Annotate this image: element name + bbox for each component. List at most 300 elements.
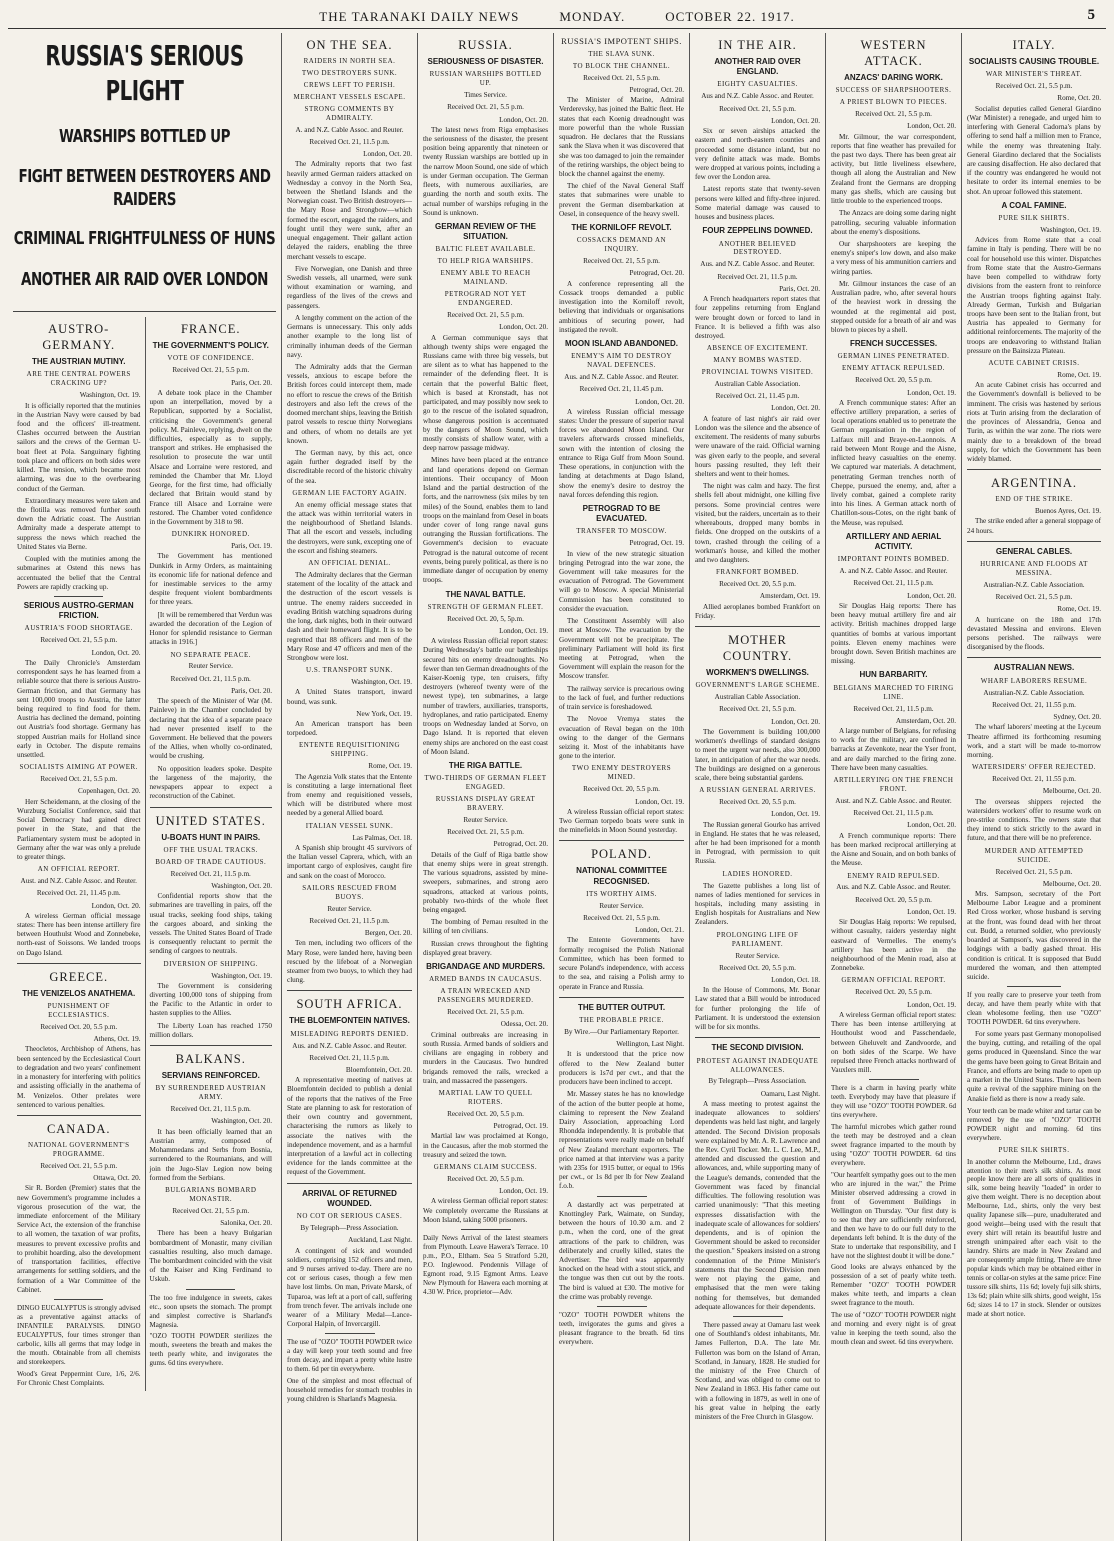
received-line: Received Oct. 21, 5.5 p.m.: [40, 775, 118, 784]
subheading: SERVIANS REINFORCED.: [161, 1071, 260, 1081]
dateline: Oamaru, Last Night.: [760, 1089, 820, 1098]
subheading: GERMANS CLAIM SUCCESS.: [433, 1162, 538, 1171]
subheading: ANZACS' DARING WORK.: [844, 73, 943, 82]
subheading: SOCIALISTS AIMING AT POWER.: [19, 763, 138, 772]
paragraph: The Novoe Vremya states the evacuation of Reval began on the 10th owing to the danger of the Germans seizing it. Most of the inhabitants have gone to the interior.: [559, 715, 684, 761]
credit-line: By Telegraph—Press Association.: [300, 1224, 399, 1233]
section-title: POLAND.: [591, 847, 652, 862]
subheading: STRONG COMMENTS BY ADMIRALTY.: [304, 104, 395, 122]
credit-line: Australian-N.Z. Cable Association.: [983, 688, 1085, 697]
received-line: Received Oct. 21, 5.5 p.m.: [447, 828, 524, 837]
paragraph: The Agenzia Volk states that the Entente is constituting a large international fleet from enemy and requisitioned vessels, which will be distributed where most needed by a general Allied board.: [287, 772, 412, 818]
received-line: Received Oct. 21, 11.55 p.m.: [992, 775, 1076, 784]
advertisement: "OZO" TOOTH POWDER whitens the teeth, invigorates the gums and gives a pleasant fragrance to the breath. 6d tins everywhere.: [559, 1311, 684, 1346]
subheading: BALTIC FLEET AVAILABLE.: [435, 245, 536, 254]
subheading: FOUR ZEPPELINS DOWNED.: [702, 226, 813, 236]
subheading: AN OFFICIAL DENIAL.: [308, 559, 391, 568]
section-title: WESTERN ATTACK.: [860, 38, 927, 68]
paragraph: The strike ended after a general stoppage of 24 hours.: [967, 517, 1101, 535]
paragraph: The Admiralty adds that the German vessels, anxious to escape before the British forces could intercept them, made no effort to rescue the crews of the British destroyers and also left the crews of the doomed merchant ships, leaving the British patrol vessels to rescue thirty Norwegians and others, of whom no details are yet known.: [287, 362, 412, 445]
received-line: Received Oct. 21, 5.5 p.m.: [719, 705, 796, 714]
section-title: ARRIVAL OF RETURNED WOUNDED.: [302, 1188, 397, 1208]
subheading: FRENCH SUCCESSES.: [849, 339, 938, 349]
headline-destroyers: FIGHT BETWEEN DESTROYERS AND RAIDERS: [18, 164, 271, 210]
credit-line: Aus and N.Z. Cable Assoc. and Reuter.: [701, 92, 814, 101]
subheading: SERIOUS AUSTRO-GERMAN FRICTION.: [23, 600, 134, 621]
masthead-date: OCTOBER 22. 1917.: [665, 9, 795, 24]
dateline: London, Oct. 21.: [635, 926, 684, 935]
subheading: ABSENCE OF EXCITEMENT.: [706, 344, 809, 353]
subheading: THE NAVAL BATTLE.: [445, 589, 526, 599]
subheading: VOTE OF CONFIDENCE.: [167, 354, 255, 363]
subheading: TRANSFER TO MOSCOW.: [576, 527, 667, 536]
subheading: NO COT OR SERIOUS CASES.: [296, 1212, 403, 1221]
credit-line: Aus. and N.Z. Cable Assoc. and Reuter.: [700, 260, 815, 269]
paragraph: An American transport has been torpedoed.: [287, 720, 412, 738]
dateline: Rome, Oct. 19.: [368, 762, 412, 771]
dateline: London, Oct. 19.: [907, 1000, 956, 1009]
received-line: Received Oct. 21, 11.5 p.m.: [170, 674, 251, 683]
paragraph: It has been officially learned that an Austrian army, composed of Mohammedans and Serbs from Bosnia, surrendered to the Roumanians, and will join the Jugo-Slav Legion now being formed from the Serbians.: [149, 1127, 272, 1182]
credit-line: Reuter Service.: [599, 901, 644, 910]
paragraph: Herr Scheidemann, at the closing of the Wurzburg Socialist Conference, said that Social Democracy had gained direct power in the State, and that the Parliamentary system must be adopted in Germany after the war was only a prelude to greater things.: [17, 797, 141, 861]
received-line: Received Oct. 21, 11.45 p.m.: [579, 385, 664, 394]
credit-line: Reuter Service.: [463, 816, 508, 825]
credit-line: Reuter Service.: [735, 951, 780, 960]
received-line: Received Oct. 20, 5.5 p.m.: [719, 580, 796, 589]
section-title: RUSSIA.: [458, 38, 513, 52]
subheading: PURE SILK SHIRTS.: [998, 214, 1070, 223]
main-headline: RUSSIA'S SERIOUS PLIGHT: [45, 41, 244, 108]
paragraph: Mr. Gilmour, the war correspondent, reports that fine weather has prevailed for the past two days. There has been great air activity, but little liveliness elsewhere, though all along the Australian and New Zealand front the Germans are dropping many gas shells, which are causing but little trouble to the experienced troops.: [831, 132, 956, 206]
paragraph: An enemy official message states that the attack was within territorial waters in the neighbourhood of Shetland Islands. That all the escort and vessels, including the destroyers, were sunk, excepting one of the escort and fishing steamers.: [287, 500, 412, 555]
paragraph: The wharf laborers' meeting at the Lyceum Theatre affirmed its forthcoming resuming work, and a start will be made to-morrow morning.: [967, 723, 1101, 759]
dateline: Wellington, Last Night.: [616, 1040, 684, 1049]
subheading: WORKMEN'S DWELLINGS.: [706, 668, 809, 677]
subheading: PURE SILK SHIRTS.: [998, 1145, 1070, 1154]
paragraph: The railway service is precarious owing to the lack of fuel, and further reductions of train service is foreshadowed.: [559, 684, 684, 712]
paragraph: A feature of last night's air raid over London was the silence and the absence of excitement. The residents of many suburbs were unaware of the raid. Official warning was given early to the people, and several hours passing resulted, they left their shelters and went to their homes.: [695, 414, 820, 478]
subheading: PROVINCIAL TOWNS VISITED.: [701, 368, 814, 377]
advertisement: Wood's Great Peppermint Cure, 1/6, 2/6. For Chronic Chest Complaints.: [17, 1369, 141, 1387]
subheading: LADIES HONORED.: [722, 869, 793, 878]
paragraph: A German communique says that although twenty ships were engaged the Russians came with three big vessels, but are silent as to what has happened to the remainder of the defending fleet. It is certain that the powerful Baltic fleet, which is based at Kronstadt, has not participated, and may possibly now seek to go to the rescue of the isolated squadron, whose dangerous position is accentuated by the dangers of Moon Sound, which mostly consists of shallow water, with a deep narrow passage midway.: [423, 333, 548, 453]
subheading: WATERSIDERS' OFFER REJECTED.: [972, 763, 1096, 772]
headline-huns: CRIMINAL FRIGHTFULNESS OF HUNS: [13, 226, 276, 249]
subheading: BY SURRENDERED AUSTRIAN ARMY.: [155, 1084, 266, 1102]
section-title: AUSTRO-GERMANY.: [42, 322, 116, 353]
received-line: Received Oct. 21, 5.5 p.m.: [172, 366, 250, 375]
dateline: Petrograd, Oct. 20.: [629, 269, 684, 278]
received-line: Received Oct. 21, 5.5 p.m.: [447, 311, 524, 320]
paragraph: A Spanish ship brought 45 survivors of the Italian vessel Caprera, which, with an important cargo of explosives, caught fire and sank on the coast of Morocco.: [287, 843, 412, 880]
advertisement: DINGO EUCALYPTUS is strongly advised as a preventative against attacks of INFANTILE PARALYSIS. DINGO EUCALYPTUS, four times stronger than carbolic, kills all germs that may lodge in the mouth. Obtainable from all chemists and storekeepers.: [17, 1303, 141, 1366]
dateline: London, Oct. 20.: [771, 116, 820, 125]
subheading: COSSACKS DEMAND AN INQUIRY.: [576, 236, 667, 254]
advertisement: "Our heartfelt sympathy goes out to the men who are injured in the war," the Prime Minister observed addressing a crowd in front of Government Buildings in Wellington on Thursday. "Our first duty is to see that they are sufficiently reinforced, and then we have to do our full duty to the dependants left behind. It is the duty of the State to undertake that responsibility, and I have not the slightest doubt it will be done.": [831, 1170, 956, 1260]
paragraph: A representative meeting of natives at Bloemfontein decided to publish a denial of the reports that the natives of the Free State are planning to ask for restoration of their own country and government, characterising the rumors as likely to associate the natives with the independence movement, and as a harmful interpretation of a lawful act in collecting evidence for the lands committee at the request of the Government.: [287, 1076, 412, 1177]
dateline: Paris, Oct. 20.: [231, 378, 272, 387]
dateline: Auckland, Last Night.: [348, 1236, 412, 1245]
received-line: Received Oct. 21, 5.5 p.m.: [995, 593, 1073, 602]
dateline: Paris, Oct. 19.: [231, 542, 272, 551]
paragraph: The Daily Chronicle's Amsterdam correspondent says he has learned from a reliable source that there is serious Austro-German friction, and that Germany has sent 100,000 troops to Austria, the latter being required to find food for them. Austria has declined the demand, pointing out Austria's food shortage. Germany has stopped Austrian mails for Holland since early in October. The dispute remains unsettled.: [17, 658, 141, 760]
credit-line: Aus. and N.Z. Cable Assoc. and Reuter.: [292, 1041, 407, 1050]
dateline: Rome, Oct. 19.: [1057, 605, 1101, 614]
subheading: THE AUSTRIAN MUTINY.: [32, 357, 126, 367]
dateline: Melbourne, Oct. 20.: [1042, 879, 1101, 888]
section-title: THE BUTTER OUTPUT.: [577, 1002, 666, 1012]
headline-warships: WARSHIPS BOTTLED UP: [59, 125, 230, 147]
subheading: PROLONGING LIFE OF PARLIAMENT.: [716, 930, 799, 948]
subheading: EIGHTY CASUALTIES.: [717, 80, 798, 89]
paragraph: A large number of Belgians, for refusing to work for the military, are confined in barracks at Zevenkote, near the Yser front, and are daily marched to the firing zone. There have been many casualties.: [831, 727, 956, 772]
paragraph: Russian crews throughout the fighting displayed great bravery.: [423, 939, 548, 957]
dateline: Washington, Oct. 19.: [79, 391, 141, 400]
paragraph: There passed away at Oamaru last week one of Southland's oldest inhabitants, Mr. James Fullerton, D.A. The late Mr. Fullerton was born on the Island of Arran, Scotland, in January, 1828. He studied for the ministry of the Free Church of Scotland, and was obliged to come out to New Zealand in 1863. His father came out with a following in 1879, as well in one of his great value in helping the early ministers of the Free Church in Glasgow.: [695, 1320, 820, 1422]
subheading: ARTILLERYING ON THE FRENCH FRONT.: [833, 776, 954, 794]
paragraph: A French communique reports: There has been marked reciprocal artillerying at the Aisne and Souain, and on both banks of the Meuse.: [831, 831, 956, 868]
subheading: BELGIANS MARCHED TO FIRING LINE.: [833, 683, 954, 701]
paragraph: There has been a heavy Bulgarian bombardment of Monastir, many civilian casualties resulting, also much damage. The bombardment coincided with the visit of the Kaiser and King Ferdinand to Uskub.: [149, 1229, 272, 1284]
dateline: London, Oct. 19.: [499, 626, 548, 635]
section-title: UNITED STATES.: [155, 813, 266, 828]
section-title: ARGENTINA.: [990, 476, 1078, 491]
paragraph: Latest reports state that twenty-seven persons were killed and fifty-three injured. Some material damage was caused to houses and business places.: [695, 185, 820, 222]
subheading: BRIGANDAGE AND MURDERS.: [426, 962, 545, 972]
dateline: London, Oct. 20.: [907, 591, 956, 600]
paragraph: The Gazette publishes a long list of names of ladies mentioned for services in hospitals, including many assisting in English hospitals for Australians and New Zealanders.: [695, 881, 820, 927]
received-line: Received Oct. 20, 5.5 p.m.: [719, 798, 796, 807]
dateline: Paris, Oct. 20.: [779, 284, 820, 293]
subheading: TWO-THIRDS OF GERMAN FLEET ENGAGED.: [424, 774, 547, 792]
subheading: SERIOUSNESS OF DISASTER.: [427, 57, 544, 66]
paragraph: Sir Douglas Haig reports: There has been heavy mutual artillery fire and air activity. British machines dropped large quantities of bombs at various important points. Eleven enemy machines were brought down. Seven British machines are missing.: [831, 601, 956, 666]
received-line: Received Oct. 21, 11.55 p.m.: [992, 700, 1076, 709]
subheading: THE PROBABLE PRICE.: [579, 1016, 664, 1025]
paragraph: Five Norwegian, one Danish and three Swedish vessels, all unarmed, were sunk without examination or warning, and regardless of the lives of the crews and passengers.: [287, 264, 412, 310]
dateline: London, Oct. 20.: [499, 323, 548, 332]
subheading: GOVERNMENT'S LARGE SCHEME.: [695, 681, 820, 690]
subheading: CREWS LEFT TO PERISH.: [303, 80, 396, 89]
dateline: London, Oct. 18.: [771, 976, 820, 985]
paragraph: A dastardly act was perpetrated at Knottingley Park, Waimate, on Sunday, between the hours of 10.30 a.m. and 2 p.m., when the cord, one of the great attractions of the park to children, was deliberately and cruelly killed, states the Advertiser. The bird was apparently knocked on the head with a stout stick, and the tongue was then cut out by the roots. The bird is valued at £30. The motive for the crime was probably revenge.: [559, 1200, 684, 1301]
subheading: MURDER AND ATTEMPTED SUICIDE.: [984, 846, 1084, 864]
section-title: RUSSIA'S IMPOTENT SHIPS.: [561, 36, 682, 46]
received-line: Received Oct. 21, 11.45 p.m.: [36, 889, 121, 898]
received-line: Received Oct. 21, 11.5 p.m.: [853, 704, 934, 713]
column-4: [554, 33, 690, 1541]
dateline: Sydney, Oct. 20.: [1053, 713, 1101, 722]
subheading: GERMAN OFFICIAL REPORT.: [841, 976, 946, 985]
subheading: ITS WORTHY AIMS.: [586, 889, 657, 898]
subheading: PUNISHMENT OF ECCLESIASTICS.: [47, 1002, 110, 1020]
received-line: Received Oct. 20, 5.5 p.m.: [447, 1174, 524, 1183]
subheading: GERMAN REVIEW OF THE SITUATION.: [435, 221, 536, 242]
subcolumn-left: [13, 317, 145, 1390]
subheading: ENEMY RAID REPULSED.: [847, 871, 940, 880]
subheading: BULGARIANS BOMBARD MONASTIR.: [165, 1186, 257, 1203]
section-title: CANADA.: [46, 1121, 111, 1136]
paragraph: The night was calm and hazy. The first shells fell about midnight, one killing five persons. Some provincial centres were visited, but the raiders, uncertain as to their whereabouts, dropped many bombs in fields. One dropped on the outskirts of a town, crashed through the ceiling of a workman's house, and killed the mother and two daughters.: [695, 482, 820, 564]
subheading: RAIDERS IN NORTH SEA.: [303, 57, 396, 65]
paragraph: Sir Douglas Haig reports: We repulsed, without casualty, raiders yesterday night eastward of Vermelles. The enemy's artillery has been active in the neighbourhood of the Menin road, also at Zonnebeke.: [831, 918, 956, 973]
paragraph: A conference representing all the Cossack troops demanded a public investigation into the Korniloff revolt, believing that individuals or organisations ambitious of securing power, had instigated the revolt.: [559, 279, 684, 334]
subheading: SAILORS RESCUED FROM BUOYS.: [302, 883, 397, 901]
credit-line: A. and N.Z. Cable Assoc. and Reuter.: [295, 125, 404, 134]
advertisement: The too free indulgence in sweets, cakes etc., soon upsets the stomach. The prompt and simplest corrective is Sharland's Magnesia.: [149, 1293, 272, 1329]
received-line: Received Oct. 21, 5.5 p.m.: [995, 82, 1073, 91]
subheading: A RUSSIAN GENERAL ARRIVES.: [699, 786, 816, 795]
paragraph: The Government is considering diverting 100,000 tons of shipping from the Pacific to the Atlantic in order to hasten supplies to the Allies.: [149, 981, 272, 1018]
received-line: Received Oct. 21, 11.5 p.m.: [170, 1105, 251, 1114]
credit-line: A. and N.Z. Cable Assoc. and Reuter.: [839, 567, 948, 576]
paragraph: The Liberty Loan has reached 1750 million dollars.: [149, 1021, 272, 1039]
subheading: DUNKIRK HONORED.: [171, 530, 250, 539]
section-title: BALKANS.: [175, 1052, 246, 1067]
subheading: ENEMY ABLE TO REACH MAINLAND.: [440, 269, 531, 287]
dateline: London, Oct. 20.: [771, 404, 820, 413]
subheading: MOON ISLAND ABANDONED.: [564, 338, 679, 348]
headline-air-raid: ANOTHER AIR RAID OVER LONDON: [21, 268, 268, 290]
dateline: Bergen, Oct. 20.: [364, 929, 412, 938]
subheading: NO SEPARATE PEACE.: [170, 650, 251, 659]
paragraph: In view of the new strategic situation bringing Petrograd into the war zone, the Government will take measures for the evacuation of Petrograd. The Government will go to Moscow. A special Ministerial Commission has been constituted to consider the evacuation.: [559, 549, 684, 613]
received-line: Received Oct. 21, 5.5 p.m.: [40, 1161, 118, 1170]
paragraph: The Anzacs are doing some daring night patrolling, securing valuable information about the enemy's dispositions.: [831, 209, 956, 236]
subheading: SOCIALISTS CAUSING TROUBLE.: [968, 57, 1100, 66]
paragraph: For some years past Germany monopolised the buying, cutting, and retailing of the opal gems produced in Queensland. Since the war the gems have been going to Great Britain and France, and efforts are being made to open up a market in the United States. There has been quite a revival of the sapphire mining on the Anakie field as there is now a ready sale.: [967, 1030, 1101, 1103]
advertisement: If you really care to preserve your teeth from decay, and have them pearly white with that clean wholesome feeling, then use "OZO" TOOTH POWDER. 6d tins everywhere.: [967, 991, 1101, 1027]
paragraph: Mrs. Sampson, secretary of the Port Melbourne Labor League and a prominent Red Cross worker, whose husband is serving at the front, was found dead with her throat cut. Budd, a returned soldier, who previously boarded at Sampson's, was discovered in the lodgings with a badly gashed throat. His condition is critical. It is supposed that Budd murdered the woman, and then attempted suicide.: [967, 890, 1101, 981]
paragraph: The Minister of Marine, Admiral Verderevsky, has joined the Baltic fleet. He states that each Koenig dreadnought was more powerful than the whole Russian squadron. He declares that the Russians sank the Slava when it was discovered that she was too damaged to join the remainder of the retiring warships, the object being to block the channel against the enemy.: [559, 96, 684, 178]
paragraph: Theocletos, Archbishop of Athens, has been sentenced by the Ecclesiastical Court to degradation and two years' confinement in a monastery for interfering with politics and assisting officially in the anathema of M. Venizelos. Other prelates were sentenced to various penalties.: [17, 1045, 141, 1109]
subheading: ARMED BANDS IN CAUCASUS.: [429, 975, 542, 984]
dateline: Athens, Oct. 19.: [93, 1035, 141, 1044]
advertisement: In another column the Melbourne, Ltd., draws attention to their men's silk shirts. As most people know there are all sorts of qualities in silk, some being heavily "loaded" in order to give them weight. There is no deception about Melbourne, Ltd., shirts, only the very best quality Japanese silk—pure, unadulterated and good weight—being used with the result that every shirt will retain its beautiful lustre and strength unimpaired after each visit to the laundry. Shirts are made in New Zealand and are consequently ample fitting. There are three popular kinds which may be obtained either in tennis or collar-on styles at the same price: Fine tussore silk shirts, 11s 6d; lovely fuji silk shirts, 13s 6d; plain white silk shirts, good weight, 15s 6d; sizes 14 to 17 in stock. Slender or outsizes made at short notice.: [967, 1157, 1101, 1318]
credit-line: Aust. and N.Z. Cable Assoc. and Reuter.: [20, 877, 137, 886]
advertisement: Daily News Arrival of the latest steamers from Plymouth. Leave Hawera's Terrace. 10 p.m., P.O., Eltham. Sea 5 Stratford 5.20, P.O. Inglewood. Pendennis Village of Egmont road, 9.15 Egmont Arms. Leave New Plymouth for Hawera each morning at 4.30 W. Price, proprietor—Adv.: [423, 1233, 548, 1296]
received-line: Received Oct. 20, 5.5 p.m.: [855, 376, 932, 385]
dateline: Salonika, Oct. 20.: [220, 1219, 272, 1228]
subheading: BOARD OF TRADE CAUTIOUS.: [155, 857, 267, 866]
credit-line: Reuter Service.: [327, 904, 372, 913]
credit-line: Aus. and N.Z. Cable Assoc. and Reuter.: [836, 883, 951, 892]
received-line: Received Oct. 21, 5.5 p.m.: [719, 104, 796, 113]
section-title: ON THE SEA.: [306, 38, 393, 52]
paragraph: Ten men, including two officers of the Mary Rose, were landed here, having been rescued by the lifeboat of a Norwegian steamer from two buoys, to which they had clung.: [287, 939, 412, 985]
dateline: London, Oct. 20.: [499, 115, 548, 124]
paragraph: The bombing of Pernau resulted in the killing of ten civilians.: [423, 918, 548, 936]
paragraph: The speech of the Minister of War (M. Painleve) in the Chamber concluded by declaring that the idea of a separate peace had never presented itself to the Government. He believed that the powers of the Allies, when wholly co-ordinated, would be crushing.: [149, 697, 272, 761]
dateline: Petrograd, Oct. 19.: [493, 1122, 548, 1131]
paragraph: An acute Cabinet crisis has occurred and the Government's downfall is believed to be imminent. The crisis was hastened by serious riots at Turin arising from the declaration of the provinces of Alessandria, Genoa and Turin, as within the war zone. The riots were mainly due to a breakdown of the bread supply, for which the Government has been widely blamed.: [967, 381, 1101, 463]
paragraph: The Government is building 100,000 workmen's dwellings of standard designs to meet the urgent war needs, also 300,000 later, in anticipation of after the war needs. The buildings are designed on a generous scale, there being substantial gardens.: [695, 727, 820, 782]
dateline: Petrograd, Oct. 20.: [629, 86, 684, 94]
credit-line: Australian Cable Association.: [714, 693, 801, 702]
dateline: London, Oct. 20.: [635, 397, 684, 406]
subheading: NATIONAL GOVERNMENT'S PROGRAMME.: [27, 1140, 130, 1158]
received-line: Received Oct. 21, 11.5 p.m.: [309, 137, 390, 146]
received-line: Received Oct. 20, 5.5 p.m.: [447, 1109, 524, 1118]
paragraph: A hurricane on the 18th and 17th devastated Messina and environs. Eleven persons perished. The railways were disorganised by the floods.: [967, 615, 1101, 652]
received-line: Received Oct. 21, 5.5 p.m.: [172, 1206, 250, 1215]
subheading: THE GOVERNMENT'S POLICY.: [152, 341, 269, 351]
received-line: Received Oct. 20, 5, 5p.m.: [447, 614, 524, 623]
paragraph: Six or seven airships attacked the eastern and north-eastern counties and proceeded some distance inland, but no very definite attack was made. Bombs were dropped at various points, including a few over the London area.: [695, 127, 820, 182]
subheading: HUN BARBARITY.: [859, 670, 928, 680]
subheading: THE RIGA BATTLE.: [448, 760, 523, 770]
subheading: TO HELP RIGA WARSHIPS.: [437, 257, 534, 266]
received-line: Received Oct. 21, 5.5 p.m.: [583, 257, 660, 266]
advertisement: One of the simplest and most effectual of household remedies for stomach troubles in young children is Sharland's Magnesia.: [287, 1377, 412, 1404]
subheading: A PRIEST BLOWN TO PIECES.: [839, 98, 948, 107]
page-number: 5: [1087, 7, 1096, 23]
subheading: ITALIAN VESSEL SUNK.: [305, 821, 394, 830]
column-5: [690, 33, 826, 1541]
received-line: Received Oct. 21, 11.5 p.m.: [309, 916, 390, 925]
dateline: London, Oct. 20.: [363, 150, 412, 159]
subheading: ACUTE CABINET CRISIS.: [988, 359, 1080, 368]
received-line: Received Oct. 21, 5.5 p.m.: [583, 73, 660, 82]
advertisement: Your teeth can be made whiter and tartar can be removed by the use of "OZO" TOOTH POWDER night and morning. 6d tins everywhere.: [967, 1106, 1101, 1142]
subheading: THE KORNILOFF REVOLT.: [571, 223, 672, 233]
received-line: Received Oct. 20, 5.5 p.m.: [719, 963, 796, 972]
subheading: END OF THE STRIKE.: [995, 495, 1073, 504]
paragraph: A wireless Russian official message states: Under the pressure of superior naval forces we abandoned Moon Island. Our travelers afterwards crossed minefields, sown with the intention of closing the entrance to Riga Gulf from Moon Sound. These operations, in conjunction with the landing at detachments at Dago Island, show the enemy's desire to destroy the naval forces defending this region.: [559, 407, 684, 499]
received-line: Received Oct. 21, 11.5 p.m.: [309, 1053, 390, 1062]
paragraph: It is understood that the price now offered to the New Zealand butter producers is 1s7d per cwt., and that the producers have been inclined to accept.: [559, 1050, 684, 1087]
dateline: London, Oct. 20.: [907, 122, 956, 131]
section-title: AUSTRALIAN NEWS.: [993, 663, 1075, 673]
received-line: Received Oct. 21, 11.45 p.m.: [715, 392, 800, 401]
subheading: GERMAN LIE FACTORY AGAIN.: [292, 488, 407, 497]
masthead: [8, 6, 1106, 29]
paragraph: [It will be remembered that Verdun was awarded the decoration of the Legion of Honor for splendid resistance to German attacks in 1916.]: [149, 610, 272, 647]
credit-line: Australian-N.Z. Cable Association.: [983, 580, 1085, 589]
dateline: Melbourne, Oct. 20.: [1042, 787, 1101, 796]
paragraph: Our sharpshooters are keeping the enemy's sniper's low down, and also make a very mess of his ammunition carriers and wiring parties.: [831, 239, 956, 276]
subheading: OFF THE USUAL TRACKS.: [163, 845, 258, 854]
dateline: London, Oct. 19.: [907, 907, 956, 916]
section-title: IN THE AIR.: [718, 38, 797, 52]
subheading: MARTIAL LAW TO QUELL RIOTERS.: [438, 1088, 533, 1106]
subheading: DIVERSION OF SHIPPING.: [163, 959, 258, 968]
credit-line: By Telegraph—Press Association.: [708, 1077, 807, 1086]
paragraph: The Admiralty reports that two fast heavily armed German raiders attacked on Wednesday a convoy in the North Sea, between the Shetland Islands and the Norwegian coast. Two British destroyers—the Mary Rose and Strongbow—which formed the escort, engaged the raiders, and fought until they were sunk, after an unequal engagement. Their gallant action delayed the raiders, enabling the three merchant vessels to escape.: [287, 160, 412, 261]
dateline: Amsterdam, Oct. 20.: [895, 716, 956, 725]
paragraph: A French communique states: After an effective artillery preparation, a series of local operations enabled us to penetrate the German organisation in the region of Lalfaux mill and Braye-en-Laonnois. A raid between Mont Rouge and the Aisne, inflicted heavy casualties on the enemy. We captured war materials. A detachment, penetrating German trenches north of Cheppe, pursued the enemy, and, after a lively combat, gained a complete rarity into his lines. A German attack north of Chatillon-sous-Cotes, on the right bank of the Meuse, was repulsed.: [831, 398, 956, 527]
dateline: Washington, Oct. 20.: [211, 881, 272, 890]
dateline: Copenhagen, Oct. 20.: [78, 787, 141, 796]
subheading: GERMAN LINES PENETRATED.: [837, 352, 950, 361]
dateline: London, Oct. 20.: [91, 901, 141, 910]
subheading: ARE THE CENTRAL POWERS CRACKING UP?: [26, 370, 131, 388]
column-1: [8, 33, 282, 1541]
dateline: New York, Oct. 19.: [356, 709, 412, 718]
paragraph: A French headquarters report states that four zeppelins returning from England were brought down or forced to land in France. It is believed a fifth was also destroyed.: [695, 295, 820, 340]
subheading: FRANKFORT BOMBED.: [715, 568, 800, 577]
paragraph: A lengthy comment on the action of the Germans is unnecessary. This only adds another example to the long list of criminally inhuman deeds of the German navy.: [287, 313, 412, 359]
subheading: THE BLOEMFONTEIN NATIVES.: [289, 1016, 410, 1026]
subheading: STRENGTH OF GERMAN FLEET.: [427, 602, 544, 611]
subheading: A TRAIN WRECKED AND PASSENGERS MURDERED.: [437, 987, 534, 1005]
paragraph: The latest news from Riga emphasises the seriousness of the disaster, the present position being apparently that nineteen or twenty Russian warships are bottled up in the narrow Moon Sound, one side of which is under German occupation. The German fleets, with numerous auxiliaries, are guarding the north and south exits. The actual number of warships refuging in the Sound is unknown.: [423, 125, 548, 217]
subheading: ENEMY ATTACK REPULSED.: [842, 364, 945, 373]
paragraph: Mr. Gilmour instances the case of an Australian padre, who, after several hours of the heaviest work in dressing the wounded at the regimental aid post, stepped outside for a breath of air and was blown to pieces by a shell.: [831, 279, 956, 334]
advertisement: "OZO TOOTH POWDER sterilizes the mouth, sweetens the breath and makes the teeth pearly white, and invigorates the gums. 6d tins everywhere.: [149, 1332, 272, 1368]
paragraph: Mr. Massey states he has no knowledge of the action of the butter people at home, claiming to represent the New Zealand Dairy Association, approaching Lord Rhondda independently. It is probable that representations were really made on behalf of New Zealand merchant exporters. The price named at that interview was a parity with 235s for 1915 butter, or equal to 196s per cwt., or 1s 8d per lb for New Zealand f.o.b.: [559, 1090, 684, 1191]
dateline: Washington, Oct. 19.: [1040, 226, 1101, 234]
paragraph: A debate took place in the Chamber upon an interpellation, moved by a Republican, supported by a Socialist, criticising the Government's general policy. M. Painleve, replying, dwelt on the difficulties, especially as to supply, transport and strikes. He emphasised the resolution to prosecute the war until Alsace and Lorraine were restored, and reminded the Chamber that Mr. Lloyd George, for the first time, had officially declared that Britain would stand by France till Alsace and Lorraine were restored. The Chamber voted confidence in the Government by 318 to 98.: [149, 388, 272, 526]
column-3: [418, 33, 554, 1541]
paragraph: Martial law was proclaimed at Kongo, in the Caucasus, after the mob stormed the treasury and seized the town.: [423, 1132, 548, 1159]
received-line: Received Oct. 21, 5.5 p.m.: [855, 110, 932, 119]
subheading: PETROGRAD NOT YET ENDANGERED.: [444, 290, 527, 308]
subheading: AN OFFICIAL REPORT.: [37, 865, 120, 874]
paragraph: No opposition leaders spoke. Despite the largeness of the majority, the newspapers appear to expect a reconstruction of the Cabinet.: [149, 764, 272, 801]
paragraph: Confidential reports show that the submarines are travelling in pairs, off the usual tracks, seeking food ships, taking the cargoes aboard, and sinking the vessels. The United States Board of Trade is consequently reluctant to permit the sending of cargoes to neutrals.: [149, 892, 272, 956]
subheading: U.S. TRANSPORT SUNK.: [306, 666, 393, 675]
subheading: TO BLOCK THE CHANNEL.: [572, 61, 671, 70]
received-line: Received Oct. 21, 11.5 p.m.: [853, 579, 934, 588]
paragraph: Extraordinary measures were taken and the flotilla was removed further south down the Adriatic coast. The Austrian Admiralty made a desperate attempt to suppress the news which reached the United States via Berne.: [17, 496, 141, 551]
advertisement: Good looks are always enhanced by the possession of a set of pearly white teeth. Remember "OZO" TOOTH POWDER makes white teeth, and imparts a clean sweet fragrance to the mouth.: [831, 1263, 956, 1308]
paragraph: The chief of the Naval General Staff states that submarines were unable to prevent the German disembarkation at Oesel, in consequence of the heavy swell.: [559, 182, 684, 218]
section-title: GENERAL CABLES.: [995, 546, 1073, 556]
dateline: London, Oct. 19.: [499, 1187, 548, 1196]
subheading: U-BOATS HUNT IN PAIRS.: [161, 832, 261, 842]
subheading: NATIONAL COMMITTEE RECOGNISED.: [576, 866, 667, 886]
dateline: Ottawa, Oct. 20.: [93, 1174, 141, 1183]
dateline: London, Oct. 20.: [771, 717, 820, 726]
section-title: THE SECOND DIVISION.: [711, 1043, 804, 1053]
subheading: SUCCESS OF SHARPSHOOTERS.: [835, 86, 952, 95]
paragraph: Sir R. Borden (Premier) states that the new Government's programme includes a vigorous prosecution of the war, the immediate enforcement of the Military Service Act, the extension of the franchise to all women, the taxation of war profits, measures to prevent excessive profits and to prohibit hoarding, also the development of transportation facilities, effective arrangements for settling soldiers, and the formation of a War Committee of the Cabinet.: [17, 1184, 141, 1294]
paragraph: The Admiralty declares that the German statement of the locality of the attack and the destruction of the escort vessels is untrue. The enemy raiders succeeded in evading British watching squadrons during the long, dark nights, both in their outward dash and their homeward flight. It is to be regretted that 88 officers and men of the Mary Rose and 47 officers and men of the Strongbow were lost.: [287, 571, 412, 662]
subheading: ARTILLERY AND AERIAL ACTIVITY.: [845, 531, 942, 552]
dateline: Las Palmas, Oct. 18.: [352, 833, 412, 842]
dateline: London, Oct. 19.: [907, 388, 956, 397]
advertisement: There is a charm in having pearly white teeth. Everybody may have that pleasure if they will use "OZO" TOOTH POWDER. 6d tins everywhere.: [831, 1084, 956, 1120]
advertisement: The use of "OZO" TOOTH POWDER twice a day will keep your teeth sound and free from decay, and impart a pretty white lustre to them. 6d per tin everywhere.: [287, 1338, 412, 1374]
paragraph: A contingent of sick and wounded soldiers, comprising 152 officers and men, and 9 nurses arrived to-day. There are no cot or serious cases, though a few men have lost limbs. On man, Private Marsk, of Tuparoa, was left at a port of call, suffering from trench fever. The arrivals include one wearer of a Military Medal—Lance-Corporal Halpin, of Invercargill.: [287, 1246, 412, 1329]
paragraph: A United States transport, inward bound, was sunk.: [287, 688, 412, 706]
subheading: ANOTHER RAID OVER ENGLAND.: [714, 57, 801, 77]
dateline: London, Oct. 20.: [907, 821, 956, 830]
subheading: ENTENTE REQUISITIONING SHIPPING.: [298, 741, 400, 759]
dateline: Rome, Oct. 19.: [1057, 371, 1101, 380]
dateline: Amsterdam, Oct. 19.: [759, 592, 820, 601]
received-line: Received Oct. 21, 11.5 p.m.: [853, 809, 934, 818]
received-line: Received Oct. 21, 5.5 p.m.: [40, 636, 118, 645]
credit-line: Aust. and N.Z. Cable Assoc. and Reuter.: [835, 797, 952, 805]
paragraph: Mines have been placed at the entrance and land operations depend on German intentions. Their occupancy of Moon Island and the partial destruction of the forts, and the narrowness (six miles by ten miles) of the Sound, enables them to land troops on the mainland from Oesel in boats under cover of long range naval guns outranging the Russian fortifications. The Government's decision to evacuate Petrograd is the natural outcome of recent events, being purely political, as there is no immediate danger of occupation by enemy troops.: [423, 456, 548, 585]
masthead-day: MONDAY.: [559, 9, 626, 24]
dateline: London, Oct. 19.: [635, 797, 684, 806]
dateline: Petrograd, Oct. 20.: [493, 840, 548, 849]
credit-line: Aus. and N.Z. Cable Assoc. and Reuter.: [564, 373, 679, 382]
received-line: Received Oct. 21, 11.5 p.m.: [170, 869, 251, 878]
dateline: Odessa, Oct. 20.: [500, 1020, 548, 1029]
dateline: London, Oct. 20.: [91, 648, 141, 657]
received-line: Received Oct. 21, 11.5 p.m.: [717, 272, 798, 281]
subheading: WAR MINISTER'S THREAT.: [985, 70, 1083, 79]
subheading: HURRICANE AND FLOODS AT MESSINA.: [980, 560, 1088, 577]
paragraph: The Government has mentioned Dunkirk in Army Orders, as maintaining its economic life for national defence and for inestimable services to the army despite frequent violent bombardments for three years.: [149, 552, 272, 607]
section-title: FRANCE.: [181, 322, 241, 337]
paragraph: Socialist deputies called General Giardino (War Minister) a renegade, and urged him to interfering with General Cadorna's plans by offering to send half a million men to France, while the enemy was threatening Italy. General Giardino declared that the Socialists are causing disaffection. He also declared that if the country was endangered he would not hesitate to order its internal enemies to be shot. An uproar followed this statement.: [967, 104, 1101, 196]
